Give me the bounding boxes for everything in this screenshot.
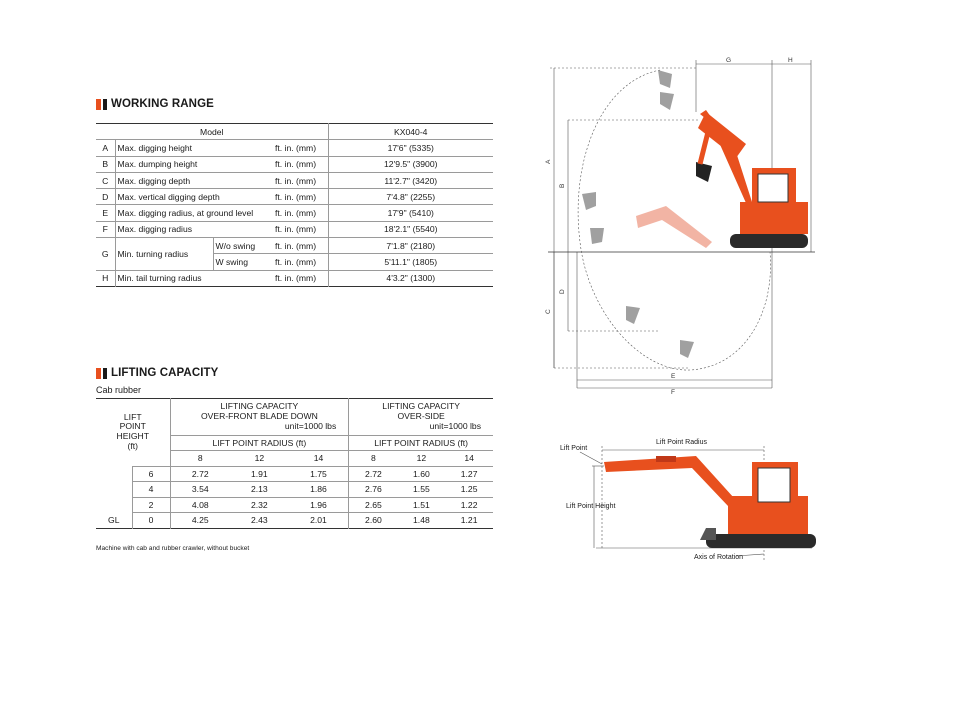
height-value: 4 [132, 482, 170, 498]
row-unit: ft. in. (mm) [273, 189, 328, 205]
lift-point-height-label: Lift Point Height [566, 503, 616, 510]
table-header-row [96, 124, 493, 140]
dimension-label-g: G [726, 57, 732, 64]
capacity-value: 1.25 [445, 482, 493, 498]
capacity-value: 2.76 [349, 482, 398, 498]
capacity-value: 2.72 [349, 466, 398, 482]
table-row [96, 482, 493, 498]
capacity-value: 1.27 [445, 466, 493, 482]
capacity-value: 1.91 [230, 466, 289, 482]
capacity-value: 1.22 [445, 497, 493, 513]
gl-spacer [96, 466, 132, 482]
lifting-capacity-heading [96, 367, 218, 379]
radius-value: 14 [445, 451, 493, 467]
row-subitem: W swing [213, 254, 273, 270]
capacity-value: 1.96 [289, 497, 349, 513]
radius-header-side: LIFT POINT RADIUS (ft) [349, 435, 493, 451]
bucket-icon [660, 92, 674, 110]
height-value: 0 [132, 513, 170, 529]
model-value: KX040-4 [394, 126, 428, 137]
dimension-label-a: A [545, 159, 552, 164]
table-row [96, 497, 493, 513]
excavator-side-icon [604, 456, 816, 548]
unit-label: unit=1000 lbs [284, 420, 337, 431]
dimension-label-b: B [559, 183, 566, 188]
row-letter: E [96, 205, 115, 221]
row-letter: D [96, 189, 115, 205]
dimension-label-f: F [671, 389, 675, 396]
side-capacity-header [349, 399, 493, 436]
row-value: 12'9.5" (3900) [328, 156, 493, 172]
capacity-value: 3.54 [170, 482, 230, 498]
row-item: Max. digging height [115, 140, 273, 156]
capacity-value: 1.55 [398, 482, 446, 498]
lifting-capacity-title: LIFTING CAPACITY [111, 367, 219, 379]
row-item: Min. turning radius [115, 238, 213, 271]
table-row [96, 270, 493, 286]
dimension-label-d: D [559, 289, 566, 294]
row-item: Max. digging depth [115, 172, 273, 188]
capacity-value: 2.60 [349, 513, 398, 529]
capacity-value: 1.75 [289, 466, 349, 482]
row-unit: ft. in. (mm) [273, 172, 328, 188]
row-value: 7'1.8" (2180) [328, 238, 493, 254]
cab-rubber-subtitle: Cab rubber [96, 385, 142, 395]
row-subitem: W/o swing [213, 238, 273, 254]
row-value: 17'6" (5335) [328, 140, 493, 156]
capacity-value: 2.72 [170, 466, 230, 482]
header-line: LIFTING CAPACITY [220, 401, 299, 411]
header-line: OVER-SIDE [397, 410, 445, 421]
table-row [96, 238, 493, 254]
table-row [96, 156, 493, 172]
table-row [96, 205, 493, 221]
height-value: 6 [132, 466, 170, 482]
bucket-icon [626, 306, 640, 324]
row-item: Max. vertical digging depth [115, 189, 273, 205]
table-row [96, 140, 493, 156]
radius-value: 8 [170, 451, 230, 467]
header-line: (ft) [127, 441, 138, 452]
row-item: Max. digging radius [115, 221, 273, 237]
table-row [96, 172, 493, 188]
unit-label: unit=1000 lbs [429, 420, 481, 431]
working-range-table [96, 123, 493, 287]
dimension-label-c: C [545, 309, 552, 314]
row-unit: ft. in. (mm) [273, 270, 328, 286]
working-range-diagram [540, 52, 840, 396]
row-letter: C [96, 172, 115, 188]
gl-spacer [96, 482, 132, 498]
gl-label: GL [108, 515, 120, 526]
row-value: 5'11.1" (1805) [328, 254, 493, 270]
radius-value: 12 [230, 451, 289, 467]
excavator-icon [696, 110, 808, 248]
header-line: POINT [119, 421, 146, 432]
bucket-icon [658, 70, 672, 88]
capacity-value: 2.13 [230, 482, 289, 498]
capacity-value: 2.65 [349, 497, 398, 513]
front-capacity-header [170, 399, 349, 436]
row-letter: G [96, 238, 115, 271]
capacity-value: 2.32 [230, 497, 289, 513]
row-unit: ft. in. (mm) [273, 254, 328, 270]
row-value: 11'2.7" (3420) [328, 172, 493, 188]
row-item: Max. digging radius, at ground level [115, 205, 273, 221]
axis-of-rotation-label: Axis of Rotation [694, 554, 744, 561]
row-letter: H [96, 270, 115, 286]
bucket-icon [680, 340, 694, 358]
section-marker-icon [96, 99, 107, 110]
row-value: 4'3.2" (1300) [328, 270, 493, 286]
ghost-arm [636, 206, 712, 248]
capacity-value: 1.48 [398, 513, 446, 529]
table-row [96, 221, 493, 237]
row-letter: B [96, 156, 115, 172]
lifting-capacity-table [96, 398, 493, 529]
lift-point-label: Lift Point [560, 445, 588, 452]
header-line: OVER-FRONT BLADE DOWN [200, 410, 318, 421]
lift-point-diagram [556, 432, 816, 562]
table-header-row [96, 399, 493, 436]
bucket-icon [590, 228, 604, 244]
capacity-value: 4.08 [170, 497, 230, 513]
row-unit: ft. in. (mm) [273, 140, 328, 156]
header-line: HEIGHT [116, 431, 149, 442]
row-item: Min. tail turning radius [115, 270, 273, 286]
working-range-title: WORKING RANGE [111, 98, 214, 110]
radius-header-front: LIFT POINT RADIUS (ft) [170, 435, 349, 451]
row-item: Max. dumping height [115, 156, 273, 172]
radius-value: 12 [398, 451, 446, 467]
height-value: 2 [132, 497, 170, 513]
row-value: 17'9" (5410) [328, 205, 493, 221]
header-line: LIFT [123, 411, 142, 422]
dimension-label-h: H [788, 57, 793, 64]
gl-spacer [96, 497, 132, 513]
row-value: 7'4.8" (2255) [328, 189, 493, 205]
capacity-value: 1.51 [398, 497, 446, 513]
capacity-value: 1.60 [398, 466, 446, 482]
footnote: Machine with cab and rubber crawler, without bucket [96, 545, 250, 552]
radius-value: 14 [289, 451, 349, 467]
row-letter: A [96, 140, 115, 156]
row-letter: F [96, 221, 115, 237]
capacity-value: 2.43 [230, 513, 289, 529]
working-range-heading [96, 98, 214, 110]
table-row [96, 513, 493, 529]
row-value: 18'2.1" (5540) [328, 221, 493, 237]
bucket-icon [582, 192, 596, 210]
dimension-label-e: E [671, 373, 676, 380]
row-unit: ft. in. (mm) [273, 156, 328, 172]
bucket-positions [582, 70, 694, 358]
row-unit: ft. in. (mm) [273, 221, 328, 237]
model-label: Model [96, 124, 328, 140]
section-marker-icon [96, 368, 107, 379]
lift-point-height-header [96, 399, 170, 467]
capacity-value: 4.25 [170, 513, 230, 529]
table-row [96, 466, 493, 482]
header-line: LIFTING CAPACITY [382, 401, 460, 411]
lift-point-radius-label: Lift Point Radius [656, 439, 707, 446]
row-unit: ft. in. (mm) [273, 238, 328, 254]
capacity-value: 2.01 [289, 513, 349, 529]
capacity-value: 1.86 [289, 482, 349, 498]
row-unit: ft. in. (mm) [273, 205, 328, 221]
table-row [96, 189, 493, 205]
radius-value: 8 [349, 451, 398, 467]
capacity-value: 1.21 [445, 513, 493, 529]
